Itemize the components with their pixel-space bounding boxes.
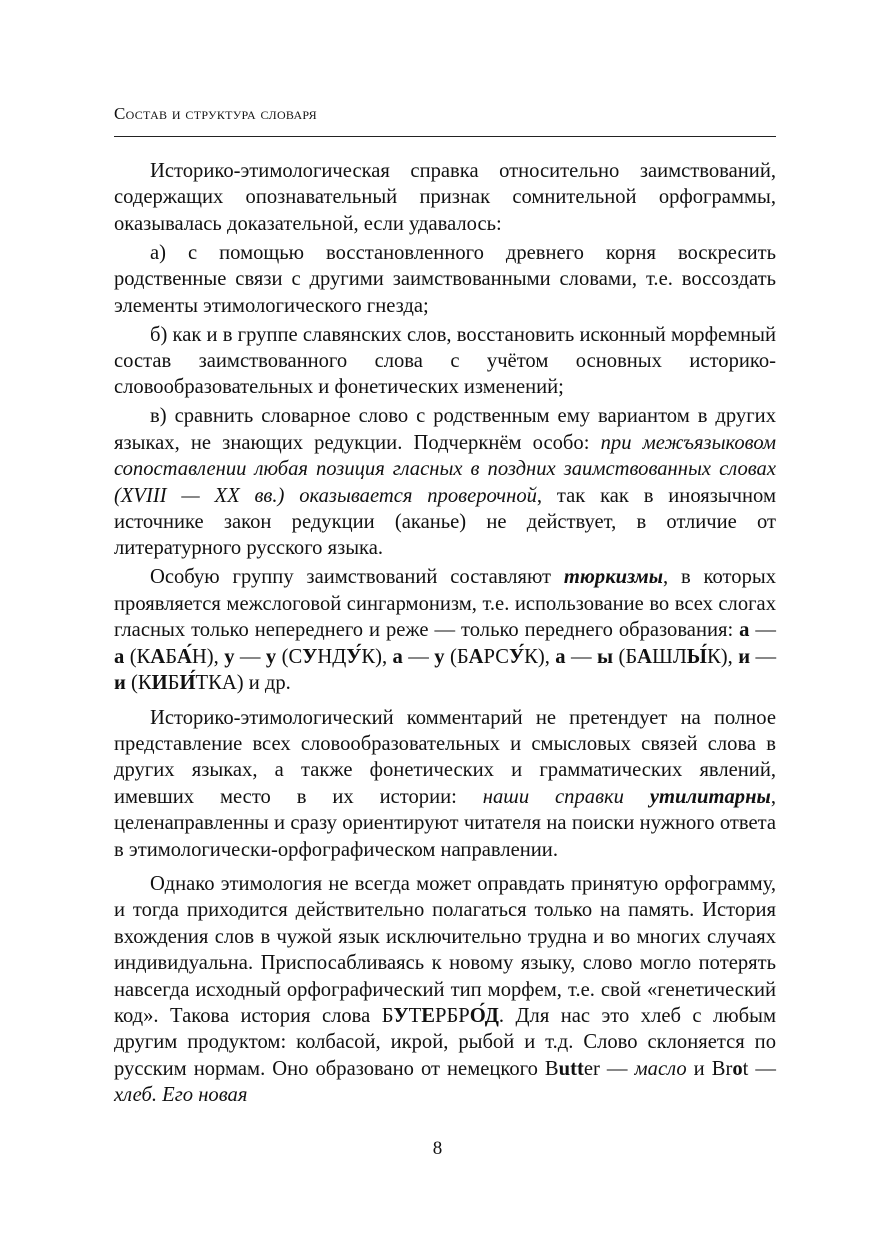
text-run: а) с помощью восстановленного древнего корня воскресить родственные связи с другими заимствованными словами, т.е. воссоздать элементы этимологического гнезда; [114,241,776,317]
bold-run: у [224,645,235,668]
paragraph-p7 [114,871,776,1109]
text-run: (С [276,645,303,668]
text-run: К), [361,645,393,668]
text-run: t — [742,1057,776,1080]
text-run: , в которых проявляется межслоговой сингармонизм, т.е. использование во всех слогах гласных только непереднего и реже — только переднего образования: [114,566,776,642]
text-run: — [402,645,435,668]
bold-run: а [392,645,403,668]
bold-run: o [732,1057,743,1080]
bold-run: у [434,645,445,668]
text-run: , так как в иноязычном источнике закон редукции (аканье) не действует, в отличие от литературного русского языка. [114,484,776,560]
bold-run: Е [421,1004,435,1027]
paragraph-p4 [114,403,776,561]
text-run: б) как и в группе славянских слов, восстановить исконный морфемный состав заимствованного слова с учётом основных историко-словообразовательных и фонетических изменений; [114,323,776,399]
paragraph-p2 [114,240,776,319]
bold-run: У [302,645,318,668]
bold-run: А [150,645,166,668]
text-run: er — [583,1057,635,1080]
text-run: (К [124,645,151,668]
text-run: РС [483,645,509,668]
bold-run: и [738,645,751,668]
bold-run: А́ [177,645,192,668]
running-head: Состав и структура словаря [114,104,317,123]
text-run: и Br [686,1057,733,1080]
bold-run: Ы́ [686,645,708,668]
text-run: ШЛ [652,645,687,668]
text-run: (Б [613,645,638,668]
body-text [114,158,776,1109]
text-run: (К [125,672,152,695]
text-run: Т [408,1004,422,1027]
text-run: — [749,619,776,642]
text-run: Историко-этимологическая справка относительно заимствований, содержащих опознавательный признак сомнительной орфограммы, оказывалась доказательной, если удавалось: [114,160,776,235]
bold-run: а [114,645,125,668]
bold-run: tt [570,1057,584,1080]
text-run: ТКА) и др. [195,672,291,695]
italic-run: наши справки [482,785,650,808]
italic-run: масло [634,1057,687,1080]
bold-run: У́ [508,645,525,668]
text-run: Историко-этимологический комментарий не претендует на полное представление всех словообразовательных и смысловых связей слова в других языках, а также фонетических и грамматических явлений, имевших место в их истории: [114,706,776,808]
text-run: Б [167,672,180,695]
text-run: , целенаправленны и сразу ориентируют читателя на поиски нужного ответа в этимологически-орфографическом направлении. [114,785,776,861]
bold-run: О́ [469,1004,485,1027]
header-rule [114,136,776,137]
text-run: К), [524,645,556,668]
text-run: — [565,645,597,668]
bold-run: и [114,672,126,695]
bold-run: Д [484,1004,499,1027]
text-run: — [750,645,777,668]
text-run: в) сравнить словарное слово с родственным ему вариантом в других языках, не знающих редукции. Подчеркнём особо: [114,405,776,454]
paragraph-p3 [114,322,776,401]
bold-run: А [637,645,653,668]
bold-run: И́ [179,672,196,695]
text-run: К), [707,645,739,668]
bold-run: А [468,645,484,668]
text-run: НД [317,645,347,668]
bold-run: И [151,672,168,695]
bold-run: а [739,619,750,642]
text-run: Б [165,645,178,668]
text-run: (Б [444,645,469,668]
bold-italic-run: утилитарны [649,785,771,808]
paragraph-p1 [114,158,776,237]
bold-run: а [555,645,566,668]
paragraph-p6 [114,705,776,863]
text-run: Особую группу заимствований составляют [150,566,564,589]
bold-run: ы [596,645,614,668]
bold-run: у [265,645,277,668]
paragraph-p5 [114,564,776,696]
text-run: Н), [191,645,225,668]
bold-run: u [558,1057,571,1080]
bold-italic-run: тюркизмы [563,566,664,589]
italic-run: хлеб. Его новая [114,1084,248,1107]
bold-run: У [393,1004,409,1027]
bold-run: У́ [346,645,362,668]
italic-run: при межъязыковом сопоставлении любая позиция гласных в поздних заимствованных словах (XVIII — XX вв.) оказывается проверочной [114,431,776,507]
text-run: . Для нас это хлеб с любым другим продуктом: колбасой, икрой, рыбой и т.д. Слово склоняется по русским нормам. Оно образовано от немецкого B [114,1004,777,1080]
text-run: — [234,645,266,668]
text-run: РБР [435,1004,470,1027]
page-number: 8 [432,1138,443,1159]
text-run: Однако этимология не всегда может оправдать принятую орфограмму, и тогда приходится действительно полагаться только на память. История вхождения слов в чужой язык исключительно трудна и во многих случаях индивидуальна. Приспосабливаясь к новому языку, слово могло потерять навсегда исходный орфографический тип морфем, т.е. свой «генетический код». Такова история слова Б [114,872,776,1027]
